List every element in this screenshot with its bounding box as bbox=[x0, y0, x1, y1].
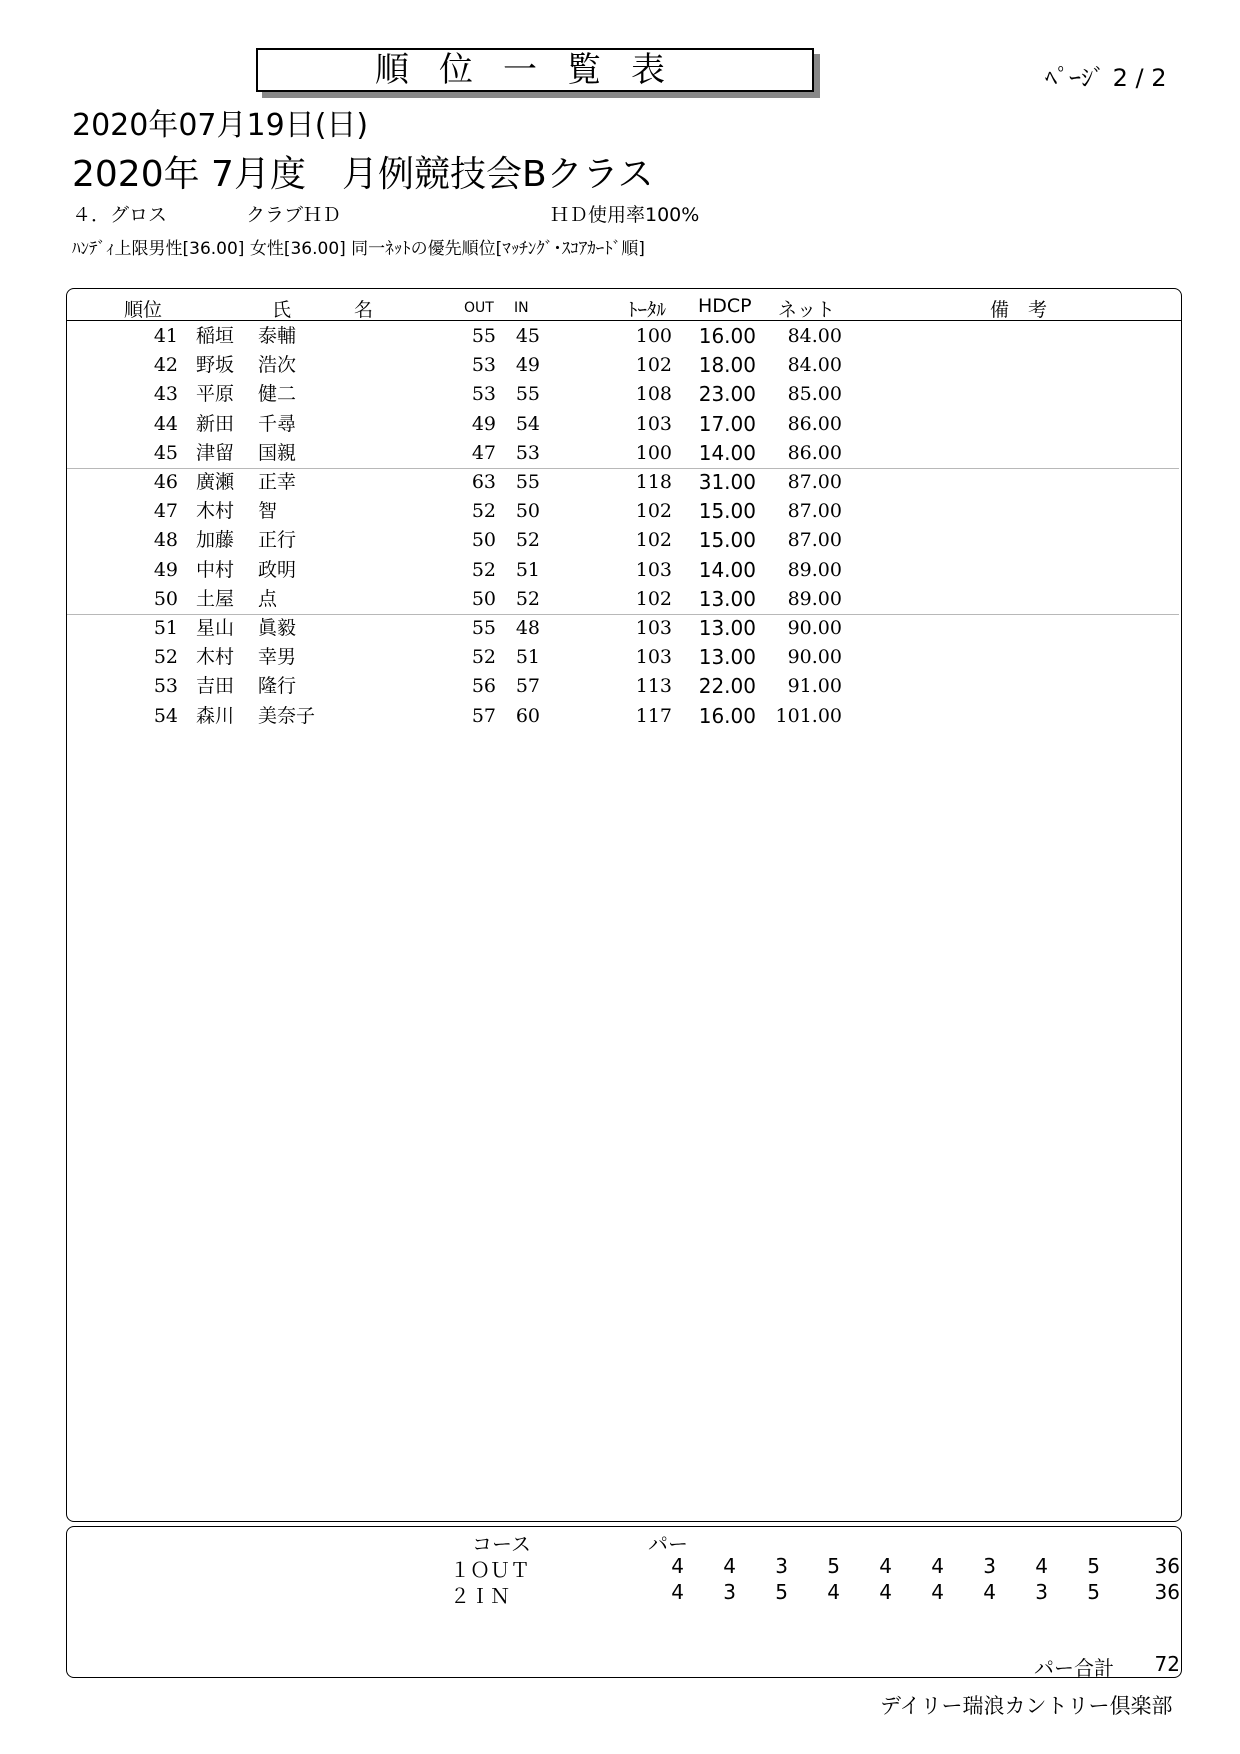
rank-cell: 46 bbox=[153, 471, 178, 493]
hdcp-cell: 22.00 bbox=[698, 674, 756, 699]
out-score-cell: 47 bbox=[471, 441, 496, 464]
rank-cell: 52 bbox=[153, 646, 178, 669]
surname-cell: 平原 bbox=[196, 383, 235, 406]
page-indicator: ﾍﾟｰｼﾞ 2 / 2 bbox=[1045, 64, 1167, 92]
out-score-cell: 49 bbox=[471, 412, 496, 435]
hdcp-cell: 17.00 bbox=[698, 411, 756, 436]
hole-par: 3 bbox=[723, 1580, 736, 1604]
course-name: ２ＩＮ bbox=[450, 1584, 510, 1608]
out-score-cell: 55 bbox=[471, 617, 496, 639]
table-row bbox=[0, 439, 1240, 468]
table-row bbox=[0, 614, 1240, 643]
total-score-cell: 113 bbox=[635, 675, 672, 698]
col-out-header: OUT bbox=[464, 300, 494, 316]
competition-name: 2020年 7月度 月例競技会Bクラス bbox=[72, 154, 654, 195]
surname-cell: 中村 bbox=[196, 558, 235, 581]
table-row bbox=[0, 380, 1240, 409]
rank-cell: 41 bbox=[153, 325, 178, 347]
hole-par: 4 bbox=[879, 1580, 892, 1604]
surname-cell: 津留 bbox=[196, 441, 235, 464]
hole-par: 4 bbox=[879, 1554, 892, 1578]
out-score-cell: 52 bbox=[471, 558, 496, 581]
net-score-cell: 101.00 bbox=[775, 704, 842, 727]
col-net-header: ネット bbox=[778, 299, 836, 321]
out-score-cell: 56 bbox=[471, 675, 496, 698]
net-score-cell: 84.00 bbox=[787, 325, 842, 347]
rank-cell: 43 bbox=[153, 383, 178, 406]
in-score-cell: 54 bbox=[515, 412, 540, 435]
in-score-cell: 51 bbox=[515, 558, 540, 581]
net-score-cell: 86.00 bbox=[787, 441, 842, 464]
surname-cell: 木村 bbox=[196, 646, 235, 669]
out-score-cell: 50 bbox=[471, 529, 496, 552]
out-score-cell: 50 bbox=[471, 587, 496, 610]
hdcp-cell: 13.00 bbox=[698, 586, 756, 611]
hole-par: 4 bbox=[931, 1580, 944, 1604]
table-row bbox=[0, 585, 1240, 614]
event-date: 2020年07月19日(日) bbox=[72, 108, 369, 143]
rank-cell: 49 bbox=[153, 558, 178, 581]
out-score-cell: 52 bbox=[471, 500, 496, 523]
table-row bbox=[0, 526, 1240, 555]
given-name-cell: 健二 bbox=[258, 383, 297, 406]
table-row bbox=[0, 322, 1240, 351]
hdcp-cell: 18.00 bbox=[698, 353, 756, 378]
total-score-cell: 103 bbox=[635, 617, 672, 639]
out-score-cell: 52 bbox=[471, 646, 496, 669]
in-score-cell: 53 bbox=[515, 441, 540, 464]
out-score-cell: 55 bbox=[471, 325, 496, 347]
hole-par: 4 bbox=[671, 1580, 684, 1604]
given-name-cell: 幸男 bbox=[258, 646, 297, 669]
table-row bbox=[0, 497, 1240, 526]
given-name-cell: 美奈子 bbox=[258, 704, 316, 727]
out-score-cell: 53 bbox=[471, 354, 496, 377]
given-name-cell: 正行 bbox=[258, 529, 297, 552]
net-score-cell: 87.00 bbox=[787, 529, 842, 552]
hole-par: 5 bbox=[1087, 1554, 1100, 1578]
in-score-cell: 55 bbox=[515, 383, 540, 406]
col-in-header: IN bbox=[514, 300, 529, 316]
surname-cell: 土屋 bbox=[196, 587, 235, 610]
col-hdcp-header: HDCP bbox=[698, 295, 752, 317]
hdcp-cell: 15.00 bbox=[698, 499, 756, 524]
given-name-cell: 千尋 bbox=[258, 412, 297, 435]
rank-cell: 50 bbox=[153, 587, 178, 610]
total-score-cell: 108 bbox=[635, 383, 672, 406]
table-row bbox=[0, 643, 1240, 672]
hdcp-cell: 23.00 bbox=[698, 382, 756, 407]
handicap-conditions: ﾊﾝﾃﾞｨ上限男性[36.00] 女性[36.00] 同一ﾈｯﾄの優先順位[ﾏｯﾁﾝｸﾞ･ｽｺｱｶｰﾄﾞ順] bbox=[72, 239, 645, 259]
hole-par: 4 bbox=[827, 1580, 840, 1604]
hdcp-cell: 14.00 bbox=[698, 440, 756, 465]
given-name-cell: 浩次 bbox=[258, 354, 297, 377]
surname-cell: 星山 bbox=[196, 617, 235, 639]
hdcp-cell: 13.00 bbox=[698, 616, 756, 640]
given-name-cell: 眞毅 bbox=[258, 617, 297, 639]
page-title: 順位一覧表 bbox=[256, 48, 814, 92]
rank-cell: 51 bbox=[153, 617, 178, 639]
in-score-cell: 57 bbox=[515, 675, 540, 698]
par-sum-value: 72 bbox=[1154, 1652, 1180, 1676]
par-sum-label: パー合計 bbox=[1034, 1656, 1114, 1680]
net-score-cell: 89.00 bbox=[787, 587, 842, 610]
net-score-cell: 90.00 bbox=[787, 617, 842, 639]
col-remarks-header: 備 考 bbox=[990, 299, 1048, 321]
hole-par: 4 bbox=[1035, 1554, 1048, 1578]
out-score-cell: 57 bbox=[471, 704, 496, 727]
in-score-cell: 49 bbox=[515, 354, 540, 377]
hdcp-cell: 16.00 bbox=[698, 324, 756, 348]
par-table bbox=[66, 1526, 1182, 1678]
scoring-method: ４．グロス bbox=[72, 204, 168, 226]
in-score-cell: 48 bbox=[515, 617, 540, 639]
total-score-cell: 103 bbox=[635, 412, 672, 435]
rank-cell: 47 bbox=[153, 500, 178, 523]
table-row bbox=[0, 702, 1240, 731]
hole-par: 3 bbox=[983, 1554, 996, 1578]
surname-cell: 廣瀬 bbox=[196, 471, 235, 493]
net-score-cell: 85.00 bbox=[787, 383, 842, 406]
total-score-cell: 117 bbox=[635, 704, 672, 727]
net-score-cell: 84.00 bbox=[787, 354, 842, 377]
net-score-cell: 87.00 bbox=[787, 500, 842, 523]
net-score-cell: 86.00 bbox=[787, 412, 842, 435]
hdcp-cell: 14.00 bbox=[698, 557, 756, 582]
course-name: １ＯＵＴ bbox=[450, 1558, 530, 1582]
col-total-header: ﾄｰﾀﾙ bbox=[628, 299, 667, 321]
given-name-cell: 国親 bbox=[258, 441, 297, 464]
club-name: デイリー瑞浪カントリー倶楽部 bbox=[880, 1694, 1173, 1718]
table-row bbox=[0, 672, 1240, 701]
table-row bbox=[0, 351, 1240, 380]
rank-cell: 48 bbox=[153, 529, 178, 552]
table-row bbox=[0, 468, 1240, 497]
in-score-cell: 50 bbox=[515, 500, 540, 523]
given-name-cell: 智 bbox=[258, 500, 278, 523]
col-rank-header: 順位 bbox=[124, 299, 163, 321]
hdcp-cell: 16.00 bbox=[698, 703, 756, 728]
in-score-cell: 45 bbox=[515, 325, 540, 347]
in-score-cell: 52 bbox=[515, 587, 540, 610]
in-score-cell: 52 bbox=[515, 529, 540, 552]
in-score-cell: 60 bbox=[515, 704, 540, 727]
course-label: コース bbox=[472, 1532, 531, 1556]
in-score-cell: 51 bbox=[515, 646, 540, 669]
total-score-cell: 102 bbox=[635, 354, 672, 377]
rank-cell: 53 bbox=[153, 675, 178, 698]
total-score-cell: 118 bbox=[635, 471, 672, 493]
surname-cell: 木村 bbox=[196, 500, 235, 523]
par-label: パー bbox=[648, 1532, 688, 1556]
in-score-cell: 55 bbox=[515, 471, 540, 493]
rank-cell: 44 bbox=[153, 412, 178, 435]
handicap-type: クラブＨＤ bbox=[246, 204, 342, 226]
hole-par: 3 bbox=[775, 1554, 788, 1578]
hole-par: 4 bbox=[723, 1554, 736, 1578]
given-name-cell: 政明 bbox=[258, 558, 297, 581]
total-score-cell: 100 bbox=[635, 441, 672, 464]
hole-par: 5 bbox=[775, 1580, 788, 1604]
surname-cell: 稲垣 bbox=[196, 325, 235, 347]
hole-par: 4 bbox=[931, 1554, 944, 1578]
hole-par: 4 bbox=[671, 1554, 684, 1578]
total-score-cell: 103 bbox=[635, 558, 672, 581]
out-score-cell: 53 bbox=[471, 383, 496, 406]
course-par-total: 36 bbox=[1154, 1554, 1180, 1578]
hole-par: 5 bbox=[1087, 1580, 1100, 1604]
total-score-cell: 102 bbox=[635, 529, 672, 552]
net-score-cell: 89.00 bbox=[787, 558, 842, 581]
col-name-header-b: 名 bbox=[354, 299, 374, 321]
given-name-cell: 正幸 bbox=[258, 471, 297, 493]
total-score-cell: 102 bbox=[635, 500, 672, 523]
table-row bbox=[0, 410, 1240, 439]
handicap-rate: ＨＤ使用率100% bbox=[550, 204, 700, 226]
rank-cell: 54 bbox=[153, 704, 178, 727]
hdcp-cell: 31.00 bbox=[698, 470, 756, 494]
surname-cell: 新田 bbox=[196, 412, 235, 435]
table-row bbox=[0, 556, 1240, 585]
out-score-cell: 63 bbox=[471, 471, 496, 493]
net-score-cell: 90.00 bbox=[787, 646, 842, 669]
hole-par: 4 bbox=[983, 1580, 996, 1604]
given-name-cell: 点 bbox=[258, 587, 278, 610]
surname-cell: 森川 bbox=[196, 704, 235, 727]
total-score-cell: 102 bbox=[635, 587, 672, 610]
hole-par: 5 bbox=[827, 1554, 840, 1578]
hole-par: 3 bbox=[1035, 1580, 1048, 1604]
hdcp-cell: 15.00 bbox=[698, 528, 756, 553]
total-score-cell: 103 bbox=[635, 646, 672, 669]
rank-cell: 42 bbox=[153, 354, 178, 377]
given-name-cell: 隆行 bbox=[258, 675, 297, 698]
rank-cell: 45 bbox=[153, 441, 178, 464]
course-par-total: 36 bbox=[1154, 1580, 1180, 1604]
col-name-header-a: 氏 bbox=[272, 299, 292, 321]
net-score-cell: 87.00 bbox=[787, 471, 842, 493]
hdcp-cell: 13.00 bbox=[698, 645, 756, 670]
total-score-cell: 100 bbox=[635, 325, 672, 347]
surname-cell: 加藤 bbox=[196, 529, 235, 552]
surname-cell: 野坂 bbox=[196, 354, 235, 377]
net-score-cell: 91.00 bbox=[787, 675, 842, 698]
surname-cell: 吉田 bbox=[196, 675, 235, 698]
given-name-cell: 泰輔 bbox=[258, 325, 297, 347]
